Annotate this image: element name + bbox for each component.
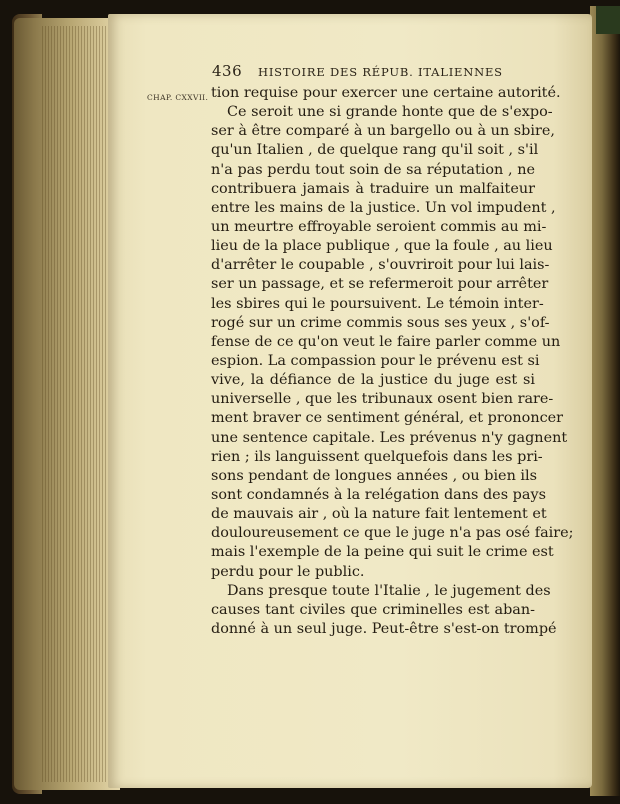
text-line: causes tant civiles que criminelles est aban- <box>211 601 535 618</box>
text-line: rien ; ils languissent quelquefois dans les pri- <box>211 448 543 465</box>
text-line: mais l'exemple de la peine qui suit le crime est <box>211 544 554 561</box>
text-line: tion requise pour exercer une certaine autorité. <box>211 85 561 101</box>
text-line: sont condamnés à la relégation dans des pays <box>211 486 546 503</box>
text-line: entre les mains de la justice. Un vol impudent , <box>211 199 556 216</box>
text-line: ser à être comparé à un bargello ou à un sbire, <box>211 123 555 140</box>
text-line: de mauvais air , où la nature fait lentement et <box>211 506 547 523</box>
text-line: ment braver ce sentiment général, et prononcer <box>211 410 564 427</box>
text-line: n'a pas perdu tout soin de sa réputation , ne <box>211 161 535 178</box>
chapter-marginal-note: CHAP. CXXVII. <box>147 93 209 102</box>
page-stack-edges <box>14 18 120 790</box>
text-line: donné à un seul juge. Peut-être s'est-on trompé <box>211 620 557 637</box>
text-line: Ce seroit une si grande honte que de s'expo- <box>227 104 553 121</box>
text-line: Dans presque toute l'Italie , le jugement des <box>227 582 551 599</box>
text-line: sons pendant de longues années , ou bien ils <box>211 467 538 484</box>
running-head: HISTOIRE DES RÉPUB. ITALIENNES <box>258 65 503 79</box>
text-line: qu'un Italien , de quelque rang qu'il soit , s'il <box>211 142 539 159</box>
text-line: fense de ce qu'on veut le faire parler comme un <box>211 333 561 350</box>
text-line: ser un passage, et se refermeroit pour arrêter <box>211 276 549 293</box>
text-line: un meurtre effroyable seroient commis au mi- <box>211 218 547 235</box>
text-line: contribuera jamais à traduire un malfaiteur <box>211 180 535 197</box>
text-line: universelle , que les tribunaux osent bien rare- <box>211 391 554 408</box>
cover-corner <box>596 6 620 34</box>
text-line: perdu pour le public. <box>211 563 365 580</box>
text-line: vive, la défiance de la justice du juge est si <box>211 372 535 389</box>
text-line: lieu de la place publique , que la foule , au lieu <box>211 238 553 255</box>
text-line: douloureusement ce que le juge n'a pas osé faire; <box>211 525 574 542</box>
text-line: rogé sur un crime commis sous ses yeux , s'of- <box>211 314 550 331</box>
body-text <box>211 84 574 639</box>
text-line: espion. La compassion pour le prévenu est si <box>211 352 540 369</box>
book-cover-right <box>590 6 620 796</box>
text-line: les sbires qui le poursuivent. Le témoin inter- <box>211 295 544 312</box>
page-number: 436 <box>212 62 243 80</box>
text-line: une sentence capitale. Les prévenus n'y gagnent <box>211 429 568 446</box>
text-line: d'arrêter le coupable , s'ouvriroit pour lui lais- <box>211 257 550 274</box>
